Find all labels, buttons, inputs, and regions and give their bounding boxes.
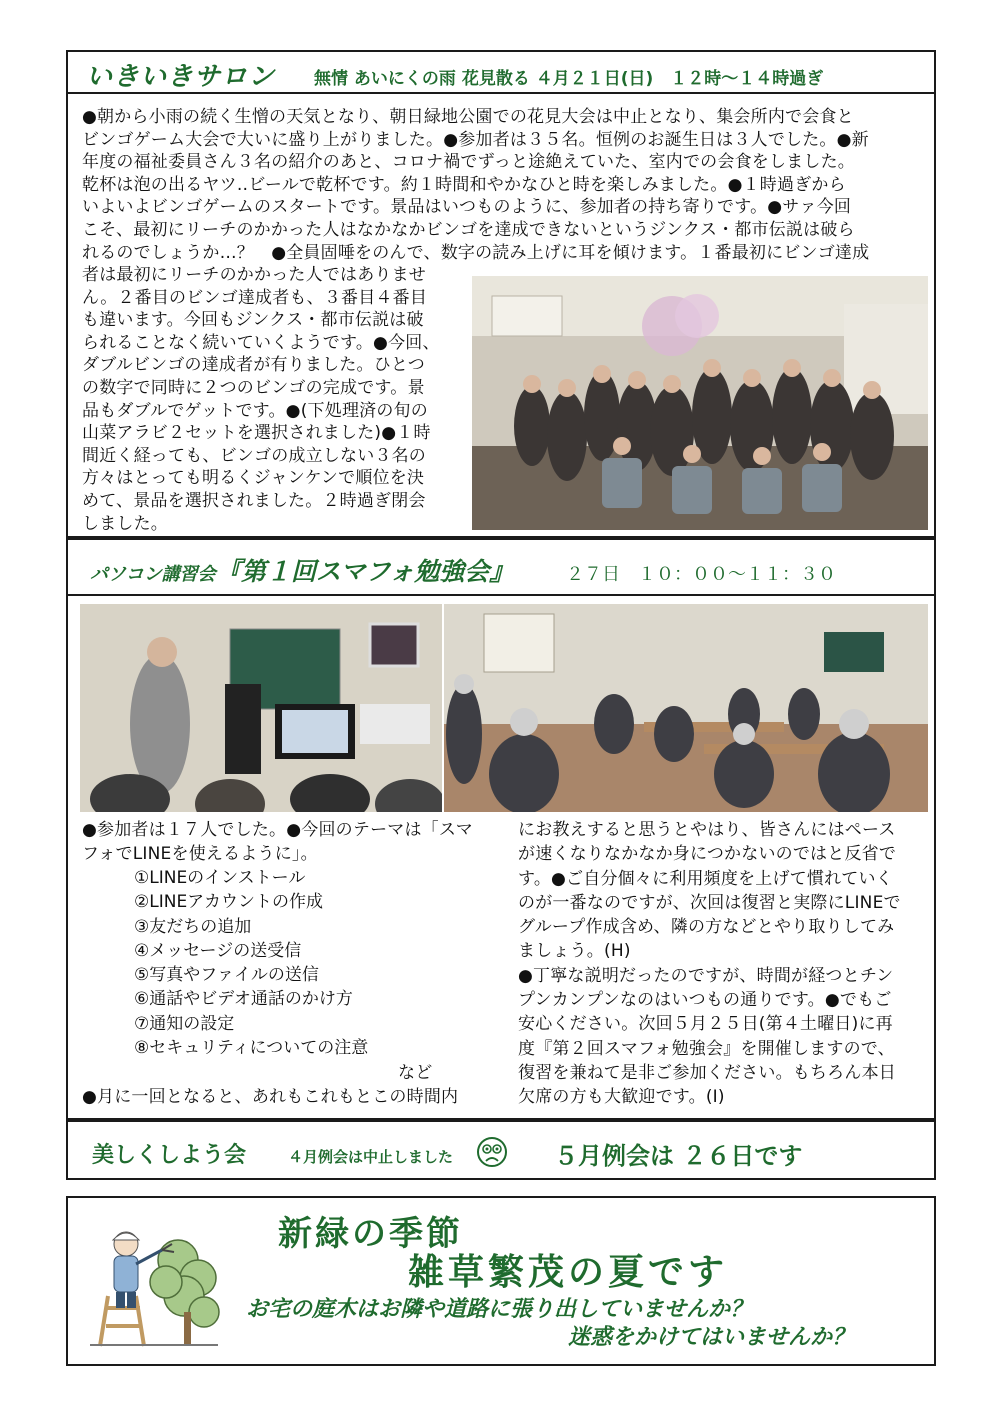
notice-line4: 迷惑をかけてはいませんか？: [568, 1325, 855, 1350]
list-item: ③友だちの追加: [134, 916, 252, 937]
salon-title: いきいきサロン: [86, 62, 276, 92]
beautify-note: ４月例会は中止しました: [288, 1148, 454, 1166]
list-item: ⑤写真やファイルの送信: [134, 965, 319, 986]
salon-subtitle: 無情 あいにくの雨 花見散る ４月２１日(日) １２時～１４時過ぎ: [314, 69, 824, 89]
salon-line: いよいよビンゴゲームのスタートです。景品はいつものように、参加者の持ち寄りです。●サァ今回: [82, 197, 852, 218]
gardener-illustration: [86, 1220, 222, 1350]
pc-left-intro: [82, 818, 512, 867]
notice-line2: 雑草繁茂の夏です: [408, 1252, 729, 1293]
salon-body-full: [82, 106, 932, 264]
sad-face-icon: [476, 1136, 508, 1168]
pc-intro-line: ●参加者は１７人でした。●今回のテーマは「スマ: [82, 820, 473, 840]
pc-topic-list: [134, 866, 464, 1060]
pc-title-main: 『第１回スマフォ勉強会』: [216, 557, 515, 586]
pc-right-line: にお教えすると思うとやはり、皆さんにはペース: [518, 820, 896, 840]
salon-line: 者は最初にリーチのかかった人ではありませ: [82, 265, 426, 285]
pc-right-line: が速くなりなかなか身につかないのではと反省で: [518, 844, 897, 865]
salon-line: 品もダブルでゲットです。●(下処理済の旬の: [82, 400, 428, 421]
list-item: ⑧セキュリティについての注意: [134, 1038, 369, 1059]
pc-photo-lecturer: [80, 604, 442, 812]
beautify-next: ５月例会は ２６日です: [554, 1142, 803, 1170]
salon-line: めて、景品を選択されました。２時過ぎ閉会: [82, 490, 426, 511]
pc-right-line: す。●ご自分個々に利用頻度を上げて慣れていく: [518, 868, 893, 889]
salon-line: 山菜アラビ２セットを選択されました)●１時: [82, 423, 431, 444]
list-item: ⑥通話やビデオ通話のかけ方: [134, 989, 353, 1010]
list-item: ⑦通知の設定: [134, 1013, 235, 1034]
pc-photo-classroom: [444, 604, 928, 812]
pc-right-line: 復習を兼ねて是非ご参加ください。もちろん本日: [518, 1062, 896, 1083]
pc-title-prefix: パソコン講習会: [90, 564, 216, 585]
pc-right-line: 欠席の方も大歓迎です。(I): [518, 1087, 725, 1108]
salon-line: 方々はとっても明るくジャンケンで順位を決: [82, 468, 425, 489]
salon-line: 間近く経っても、ビンゴの成立しない３名の: [82, 445, 426, 466]
pc-right-line: ●丁寧な説明だったのですが、時間が経つとチン: [518, 965, 894, 986]
beautify-title: 美しくしよう会: [92, 1143, 247, 1168]
pc-time: ２７日 １０：００～１１：３０: [566, 564, 836, 585]
notice-line3: お宅の庭木はお隣や道路に張り出していませんか？: [246, 1297, 753, 1322]
salon-line: ●朝から小雨の続く生憎の天気となり、朝日緑地公園での花見大会は中止となり、集会所内で会食と: [82, 107, 854, 127]
salon-line: 乾杯は泡の出るヤツ‥ビールで乾杯です。約１時間和やかなひと時を楽しみました。●１時過ぎから: [82, 174, 846, 195]
pc-list-end: など: [398, 1063, 433, 1083]
pc-right-line: グループ作成含め、隣の方などとやり取りしてみ: [518, 917, 895, 938]
pc-right-line: のが一番なのですが、次回は復習と実際にLINEで: [518, 892, 901, 913]
salon-line: も違います。今回もジンクス・都市伝説は破: [82, 310, 424, 331]
notice-line1: 新緑の季節: [278, 1214, 463, 1254]
pc-header-divider: [66, 594, 936, 596]
list-item: ①LINEのインストール: [134, 868, 306, 888]
pc-right-body: [518, 818, 932, 1110]
salon-body-narrow: [82, 264, 468, 535]
salon-line: ダブルビンゴの達成者が有りました。ひとつ: [82, 355, 425, 376]
pc-right-line: 安心ください。次回５月２５日(第４土曜日)に再: [518, 1014, 893, 1035]
salon-line: ん。２番目のビンゴ達成者も、３番目４番目: [82, 287, 428, 308]
list-item: ④メッセージの送受信: [134, 940, 302, 961]
pc-intro-line: フォでLINEを使えるように」。: [82, 844, 318, 865]
salon-line: れるのでしょうか…？ ●全員固唾をのんで、数字の読み上げに耳を傾けます。１番最初にビンゴ達成: [82, 242, 870, 263]
salon-line: の数字で同時に２つのビンゴの完成です。景: [82, 377, 425, 398]
list-item: ②LINEアカウントの作成: [134, 892, 324, 913]
salon-line: しました。: [82, 513, 168, 534]
group-photo: [472, 276, 928, 530]
salon-line: こそ、最初にリーチのかかった人はなかなかビンゴを達成できないというジンクス・都市伝説は破ら: [82, 219, 855, 240]
pc-right-line: ましょう。(H): [518, 941, 631, 962]
salon-line: られることなく続いていくようです。●今回、: [82, 332, 440, 353]
salon-line: ビンゴゲーム大会で大いに盛り上がりました。●参加者は３５名。恒例のお誕生日は３人でした。●新: [82, 129, 869, 150]
pc-left-outro: ●月に一回となると、あれもこれもとこの時間内: [82, 1087, 459, 1107]
pc-right-line: 度『第２回スマフォ勉強会』を開催しますので、: [518, 1038, 895, 1059]
salon-line: 年度の福祉委員さん３名の紹介のあと、コロナ禍でずっと途絶えていた、室内での会食をしました。: [82, 152, 855, 173]
pc-right-line: プンカンプンなのはいつもの通りです。●でもご: [518, 990, 892, 1011]
